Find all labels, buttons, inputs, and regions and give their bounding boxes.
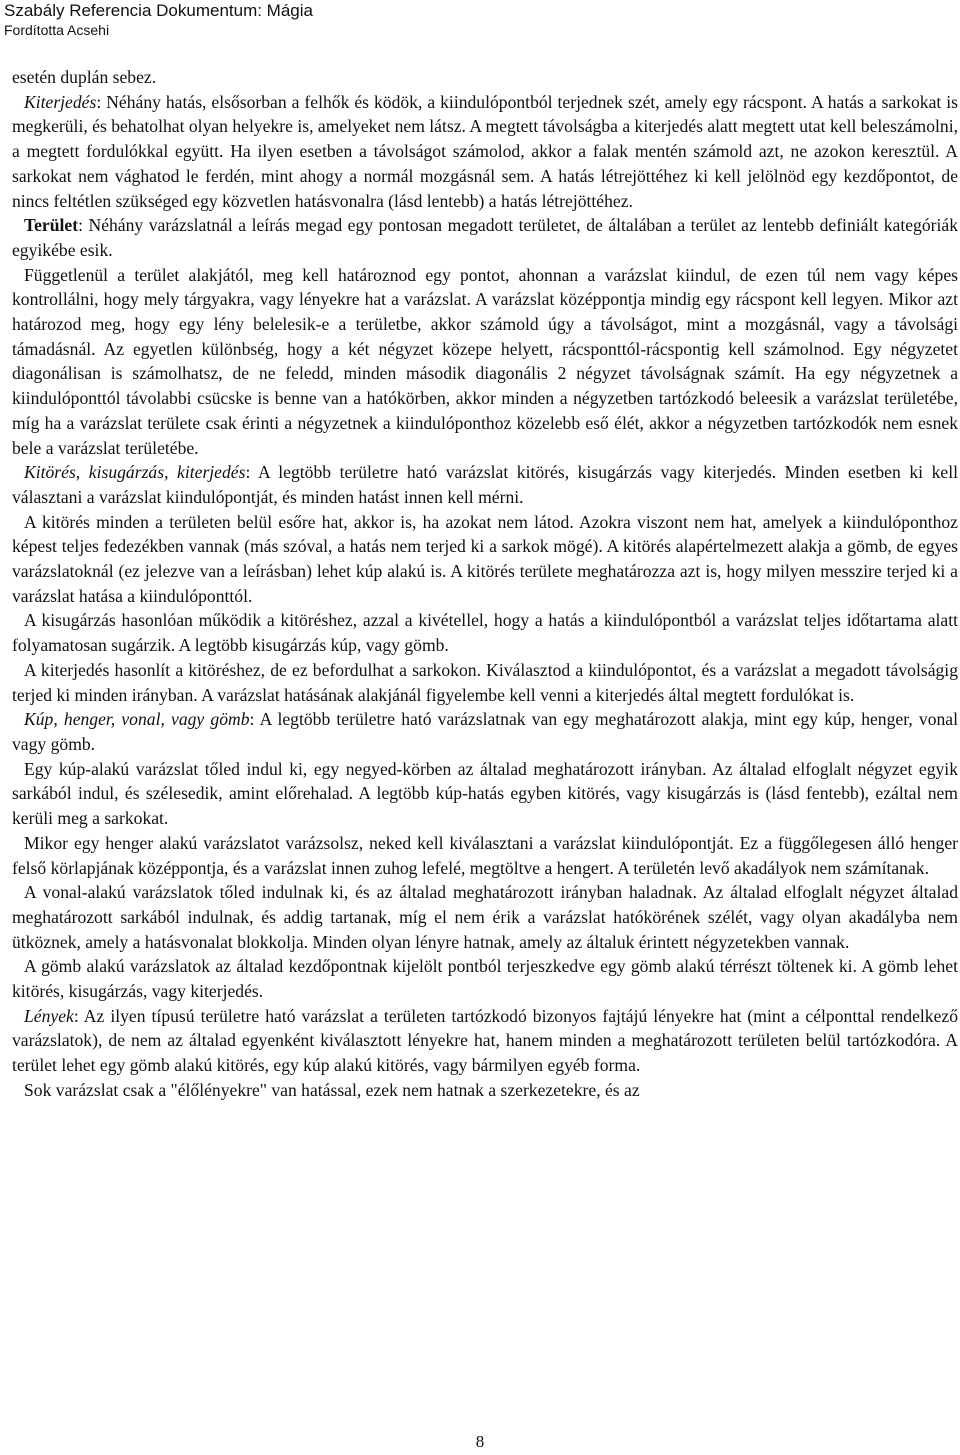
- term-heading: Kiterjedés: [24, 91, 97, 112]
- page-header: [4, 0, 960, 39]
- paragraph: Lények: Az ilyen típusú területre ható varázslat a területen tartózkodó bizonyos fajtájú lényekre hat (mint a célponttal rendelkező varázslatok), de nem az általad egyenként kiválasztott lényekre hat, hanem minden a meghatározott területen belül tartózkodóra. A terület lehet egy gömb alakú kitörés, egy kúp alakú kitörés, vagy bármilyen egyéb forma.: [12, 1005, 958, 1076]
- paragraph: A gömb alakú varázslatok az általad kezdőpontnak kijelölt pontból terjeszkedve egy gömb alakú térrészt töltenek ki. A gömb lehet kitörés, kisugárzás, vagy kiterjedés.: [12, 956, 958, 1002]
- paragraph: A kitörés minden a területen belül esőre hat, akkor is, ha azokat nem látod. Azokra viszont nem hat, amelyek a kiindulóponthoz képest teljes fedezékben vannak (más szóval, a hatás nem terjed ki a sarkok mögé). A kitörés alapértelmezett alakja a gömb, de egyes varázslatoknál (ez jelezve van a leírásban) lehet kúp alakú is. A kitörés területe meghatározza azt is, hogy milyen messzire terjed ki a varázslat hatása a kiindulóponttól.: [12, 511, 958, 606]
- term-heading: Kitörés, kisugárzás, kiterjedés: [24, 462, 246, 483]
- paragraph: A kisugárzás hasonlóan működik a kitöréshez, azzal a kivétellel, hogy a hatás a kiindulópontból a varázslat teljes időtartama alatt folyamatosan sugárzik. A legtöbb kisugárzás kúp, vagy gömb.: [12, 610, 958, 656]
- document-title: Szabály Referencia Dokumentum: Mágia: [4, 1, 313, 20]
- document-body: [12, 65, 958, 1103]
- paragraph: Kúp, henger, vonal, vagy gömb: A legtöbb területre ható varázslatnak van egy meghatározott alakja, mint egy kúp, henger, vonal vagy gömb.: [12, 709, 959, 754]
- section-heading: Terület: [24, 215, 79, 236]
- paragraph: Függetlenül a terület alakjától, meg kell határoznod egy pontot, ahonnan a varázslat kiindul, de ezen túl nem vagy képes kontrollálni, hogy mely tárgyakra, vagy lényekre hat a varázslat. A varázslat középpontja mindig egy rácspont kell legyen. Mikor azt határozod meg, hogy egy lény belelesik-e a területbe, akkor számold úgy a távolságot, mint a mozgásnál, vagy a távolsági támadásnál. Az egyetlen különbség, hogy a két négyzet közepe helyett, rácsponttól-rácspontig kell számolnod. Egy négyzetet diagonálisan is számolhatsz, de ne feledd, minden második diagonális 2 négyzet távolságnak számít. Ha egy négyzetnek a kiindulóponttól távolabbi csücske is benne van a hatókörben, akkor minden a négyzetben tartózkodó beleesik a varázslat területébe, míg ha a varázslat területe csak érinti a négyzetnek a kiindulóponthoz közelebb eső élét, akkor a négyzetben tartózkodók nem esnek bele a varázslat területébe.: [12, 264, 958, 458]
- term-heading: Lények: [24, 1005, 74, 1026]
- paragraph: Mikor egy henger alakú varázslatot varázsolsz, neked kell kiválasztani a varázslat kiindulópontját. Ez a függőlegesen álló henger felső körlapjának középpontja, és a varázslat innen zuhog lefelé, megtöltve a hengert. A területén levő akadályok nem számítanak.: [12, 832, 958, 878]
- term-heading: Kúp, henger, vonal, vagy gömb: [24, 709, 250, 730]
- paragraph: esetén duplán sebez.: [12, 67, 157, 87]
- paragraph: Kitörés, kisugárzás, kiterjedés: A legtöbb területre ható varázslat kitörés, kisugárzás vagy kiterjedés. Minden esetben ki kell választani a varázslat kiindulópontját, és minden hatást innen kell mérni.: [12, 462, 958, 507]
- paragraph: Kiterjedés: Néhány hatás, elsősorban a felhők és ködök, a kiindulópontból terjednek szét, amely egy rácspont. A hatás a sarkokat is megkerüli, és behatolhat olyan helyekre is, amelyeket nem látsz. A megtett távolságba a kiterjedés alatt megtett utat kell beleszámolni, a megtett fordulókkal együtt. Ha ilyen esetben a távolságot számolod, akkor a falak mentén számold azt, ne azokon keresztül. A sarkokat nem vághatod le ferdén, mint ahogy a normál mozgásnál sem. A hatás létrejöttéhez ki kell jelölnöd egy kezdőpontot, de nincs feltétlen szükséged egy közvetlen hatásvonalra (lásd lentebb) a hatás létrejöttéhez.: [12, 91, 958, 211]
- paragraph: Terület: Néhány varázslatnál a leírás megad egy pontosan megadott területet, de általában a terület az lentebb definiált kategóriák egyikébe esik.: [12, 215, 958, 260]
- page-number: 8: [475, 1432, 485, 1451]
- paragraph: Sok varázslat csak a "élőlényekre" van hatással, ezek nem hatnak a szerkezetekre, és az: [24, 1079, 640, 1100]
- paragraph: A kiterjedés hasonlít a kitöréshez, de ez befordulhat a sarkokon. Kiválasztod a kiindulópontot, és a varázslat a megadott távolságig terjed ki minden irányban. A varázslat hatásának alakjánál figyelembe kell venni a kiterjedés által megtett fordulókat is.: [12, 659, 958, 705]
- translator-credit: Fordította Acsehi: [4, 22, 110, 38]
- paragraph: A vonal-alakú varázslatok tőled indulnak ki, és az általad meghatározott irányban haladnak. Az általad elfoglalt négyzet általad meghatározott sarkából indulnak, és addig tartanak, míg el nem érik a varázslat hatókörének szélét, vagy olyan akadályba nem ütköznek, amely a hatásvonalat blokkolja. Minden olyan lényre hatnak, amely az általuk érintett négyzetekben vannak.: [12, 882, 958, 952]
- paragraph: Egy kúp-alakú varázslat tőled indul ki, egy negyed-körben az általad meghatározott irányban. Az általad elfoglalt négyzet egyik sarkából indul, és szélesedik, amint előrehalad. A legtöbb kúp-hatás egyben kitörés, vagy kisugárzás is (lásd fentebb), ezáltal nem kerüli meg a sarkokat.: [12, 758, 958, 829]
